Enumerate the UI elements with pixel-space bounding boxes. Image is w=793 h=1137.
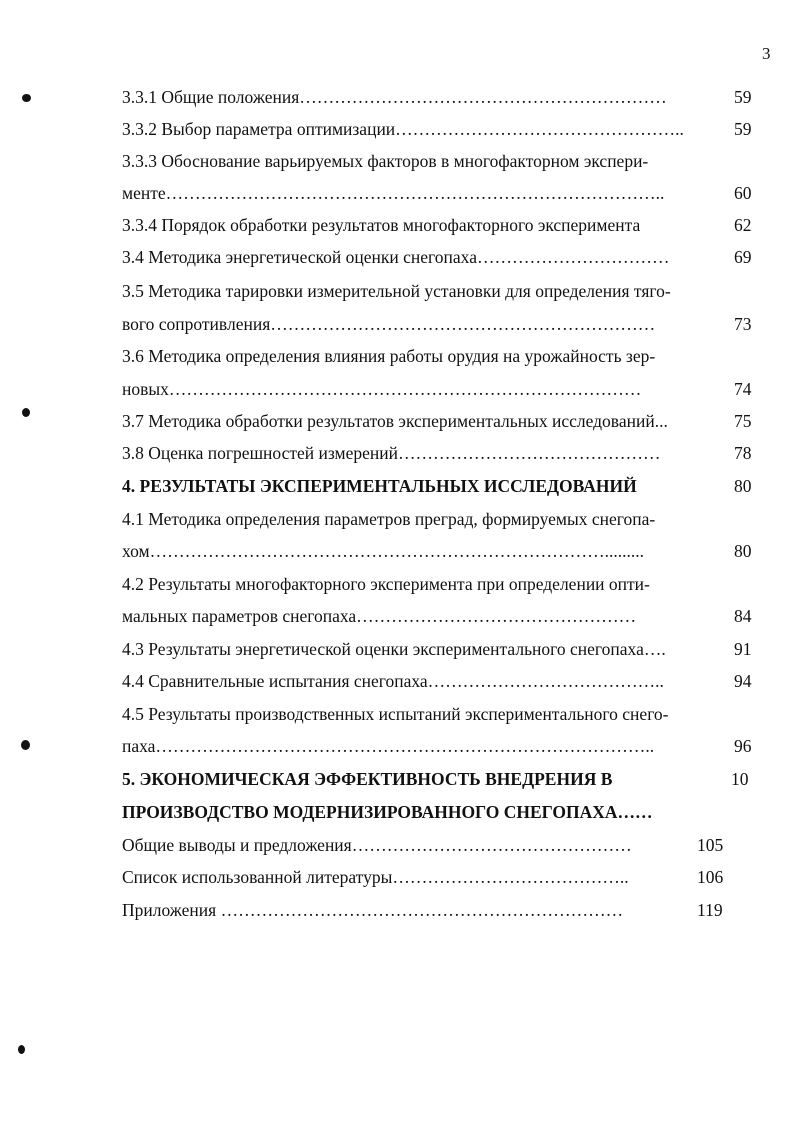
toc-page-chapter-5: 10	[731, 769, 749, 789]
toc-page-4-3: 91	[734, 639, 752, 659]
toc-page-3-8: 78	[734, 443, 752, 463]
toc-entry-3-3-3: 3.3.3 Обоснование варьируемых факторов в многофакторном экспери-	[122, 151, 649, 171]
toc-page-3-3-4: 62	[734, 215, 752, 235]
toc-page-4-5: 96	[734, 736, 752, 756]
toc-entry-4-1-cont: хом…………………………………………………………………….........	[122, 541, 644, 561]
toc-entry-3-3-1: 3.3.1 Общие положения………………………………………………………	[122, 87, 667, 107]
toc-entry-4-1: 4.1 Методика определения параметров преград, формируемых снегопа-	[122, 509, 656, 529]
toc-entry-3-6-cont: новых………………………………………………………………………	[122, 379, 642, 399]
toc-page-4-2: 84	[734, 606, 752, 626]
toc-page-appendices: 119	[697, 900, 723, 920]
toc-page-4-1: 80	[734, 541, 752, 561]
toc-page-3-3-1: 59	[734, 87, 752, 107]
toc-entry-3-3-2: 3.3.2 Выбор параметра оптимизации…………………………………………..	[122, 119, 684, 139]
binding-mark	[21, 740, 30, 750]
binding-mark	[22, 408, 30, 417]
toc-entry-4-5-cont: паха…………………………………………………………………………..	[122, 736, 655, 756]
toc-entry-3-3-3-cont: менте…………………………………………………………………………..	[122, 183, 665, 203]
toc-entry-4-3: 4.3 Результаты энергетической оценки экспериментального снегопаха….	[122, 639, 666, 659]
toc-page-references: 106	[697, 867, 724, 887]
page-number: 3	[762, 44, 771, 63]
toc-page-3-3-2: 59	[734, 119, 752, 139]
toc-entry-4-4: 4.4 Сравнительные испытания снегопаха…………………………………..	[122, 671, 664, 691]
toc-references: Список использованной литературы…………………………………..	[122, 867, 629, 887]
toc-entry-3-3-4: 3.3.4 Порядок обработки результатов многофакторного эксперимента	[122, 215, 641, 235]
toc-chapter-4: 4. РЕЗУЛЬТАТЫ ЭКСПЕРИМЕНТАЛЬНЫХ ИССЛЕДОВАНИЙ	[122, 476, 637, 496]
toc-page-3-4: 69	[734, 247, 752, 267]
binding-mark	[22, 94, 31, 102]
toc-entry-3-4: 3.4 Методика энергетической оценки снегопаха……………………………	[122, 247, 670, 267]
toc-entry-3-6: 3.6 Методика определения влияния работы орудия на урожайность зер-	[122, 346, 656, 366]
toc-entry-3-8: 3.8 Оценка погрешностей измерений………………………………………	[122, 443, 661, 463]
toc-page-3-6: 74	[734, 379, 752, 399]
toc-page-3-7: 75	[734, 411, 752, 431]
toc-page-3-3-3: 60	[734, 183, 752, 203]
toc-entry-4-2-cont: мальных параметров снегопаха…………………………………………	[122, 606, 637, 626]
binding-mark	[18, 1045, 25, 1054]
toc-entry-3-7: 3.7 Методика обработки результатов экспериментальных исследований...	[122, 411, 668, 431]
toc-page-3-5: 73	[734, 314, 752, 334]
toc-entry-3-5: 3.5 Методика тарировки измерительной установки для определения тяго-	[122, 281, 671, 301]
toc-entry-3-5-cont: вого сопротивления…………………………………………………………	[122, 314, 656, 334]
toc-chapter-5-cont: ПРОИЗВОДСТВО МОДЕРНИЗИРОВАННОГО СНЕГОПАХА……	[122, 802, 653, 822]
toc-page-4-4: 94	[734, 671, 752, 691]
toc-entry-4-5: 4.5 Результаты производственных испытаний экспериментального снего-	[122, 704, 669, 724]
toc-page-chapter-4: 80	[734, 476, 752, 496]
toc-chapter-5: 5. ЭКОНОМИЧЕСКАЯ ЭФФЕКТИВНОСТЬ ВНЕДРЕНИЯ В	[122, 769, 613, 789]
toc-conclusions: Общие выводы и предложения…………………………………………	[122, 835, 632, 855]
toc-page-conclusions: 105	[697, 835, 724, 855]
toc-appendices: Приложения ……………………………………………………………	[122, 900, 624, 920]
toc-entry-4-2: 4.2 Результаты многофакторного эксперимента при определении опти-	[122, 574, 650, 594]
